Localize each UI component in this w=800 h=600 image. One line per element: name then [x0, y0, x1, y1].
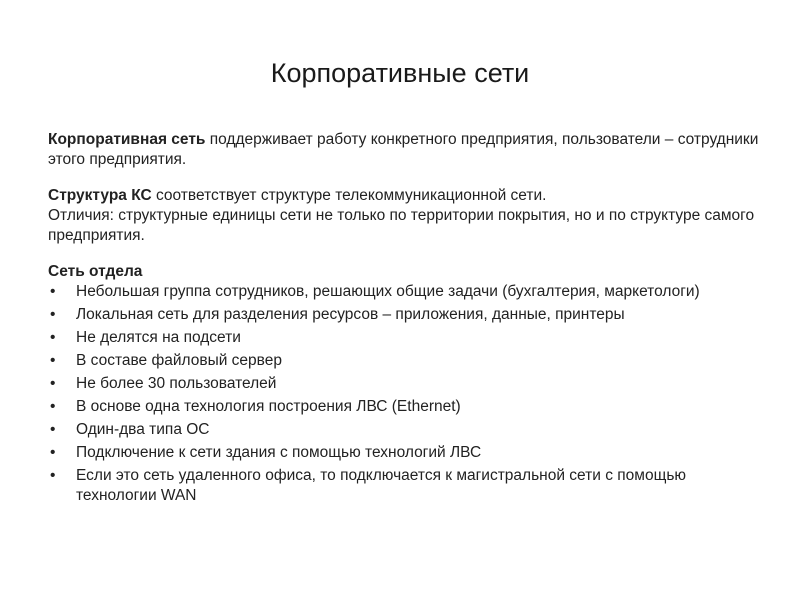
spacer	[48, 246, 768, 262]
term-structure: Структура КС	[48, 187, 152, 204]
bullet-icon: •	[50, 306, 56, 323]
slide-title: Корпоративные сети	[270, 58, 530, 88]
bullet-icon: •	[50, 352, 56, 369]
list-item	[48, 443, 768, 463]
spacer	[48, 170, 768, 186]
bullet-icon: •	[50, 283, 56, 300]
list-item-text: Если это сеть удаленного офиса, то подключается к магистральной сети с помощью технологии WAN	[76, 467, 687, 504]
list-item	[48, 397, 768, 417]
bullet-icon: •	[50, 398, 56, 415]
term-corporate-network: Корпоративная сеть	[48, 131, 206, 148]
bullet-icon: •	[50, 444, 56, 461]
list-item-text: В основе одна технология построения ЛВС (Ethernet)	[76, 398, 461, 415]
bullet-icon: •	[50, 467, 56, 484]
list-item	[48, 351, 768, 371]
paragraph-differences: Отличия: структурные единицы сети не только по территории покрытия, но и по структуре самого предприятия.	[48, 207, 755, 244]
paragraph-corporate-network	[48, 130, 768, 170]
list-item-text: Один-два типа ОС	[76, 421, 210, 438]
bullet-icon: •	[50, 421, 56, 438]
slide-content	[48, 130, 768, 509]
list-item-text: Не более 30 пользователей	[76, 375, 277, 392]
list-item	[48, 466, 768, 506]
list-item-text: Подключение к сети здания с помощью технологий ЛВС	[76, 444, 482, 461]
paragraph-structure-text: соответствует структуре телекоммуникационной сети.	[151, 187, 547, 204]
paragraph-structure	[48, 186, 768, 206]
list-item-text: Небольшая группа сотрудников, решающих общие задачи (бухгалтерия, маркетологи)	[76, 283, 700, 300]
list-item-text: В составе файловый сервер	[76, 352, 282, 369]
list-item-text: Локальная сеть для разделения ресурсов – приложения, данные, принтеры	[76, 306, 625, 323]
section-heading: Сеть отдела	[48, 263, 143, 280]
list-item	[48, 305, 768, 325]
bullet-icon: •	[50, 329, 56, 346]
list-item	[48, 420, 768, 440]
list-item-text: Не делятся на подсети	[76, 329, 241, 346]
bullet-icon: •	[50, 375, 56, 392]
paragraph-corporate-network-text: поддерживает работу конкретного предприятия, пользователи – сотрудники этого предприятия.	[48, 131, 759, 168]
bullet-list	[48, 282, 768, 506]
list-item	[48, 282, 768, 302]
list-item	[48, 374, 768, 394]
list-item	[48, 328, 768, 348]
